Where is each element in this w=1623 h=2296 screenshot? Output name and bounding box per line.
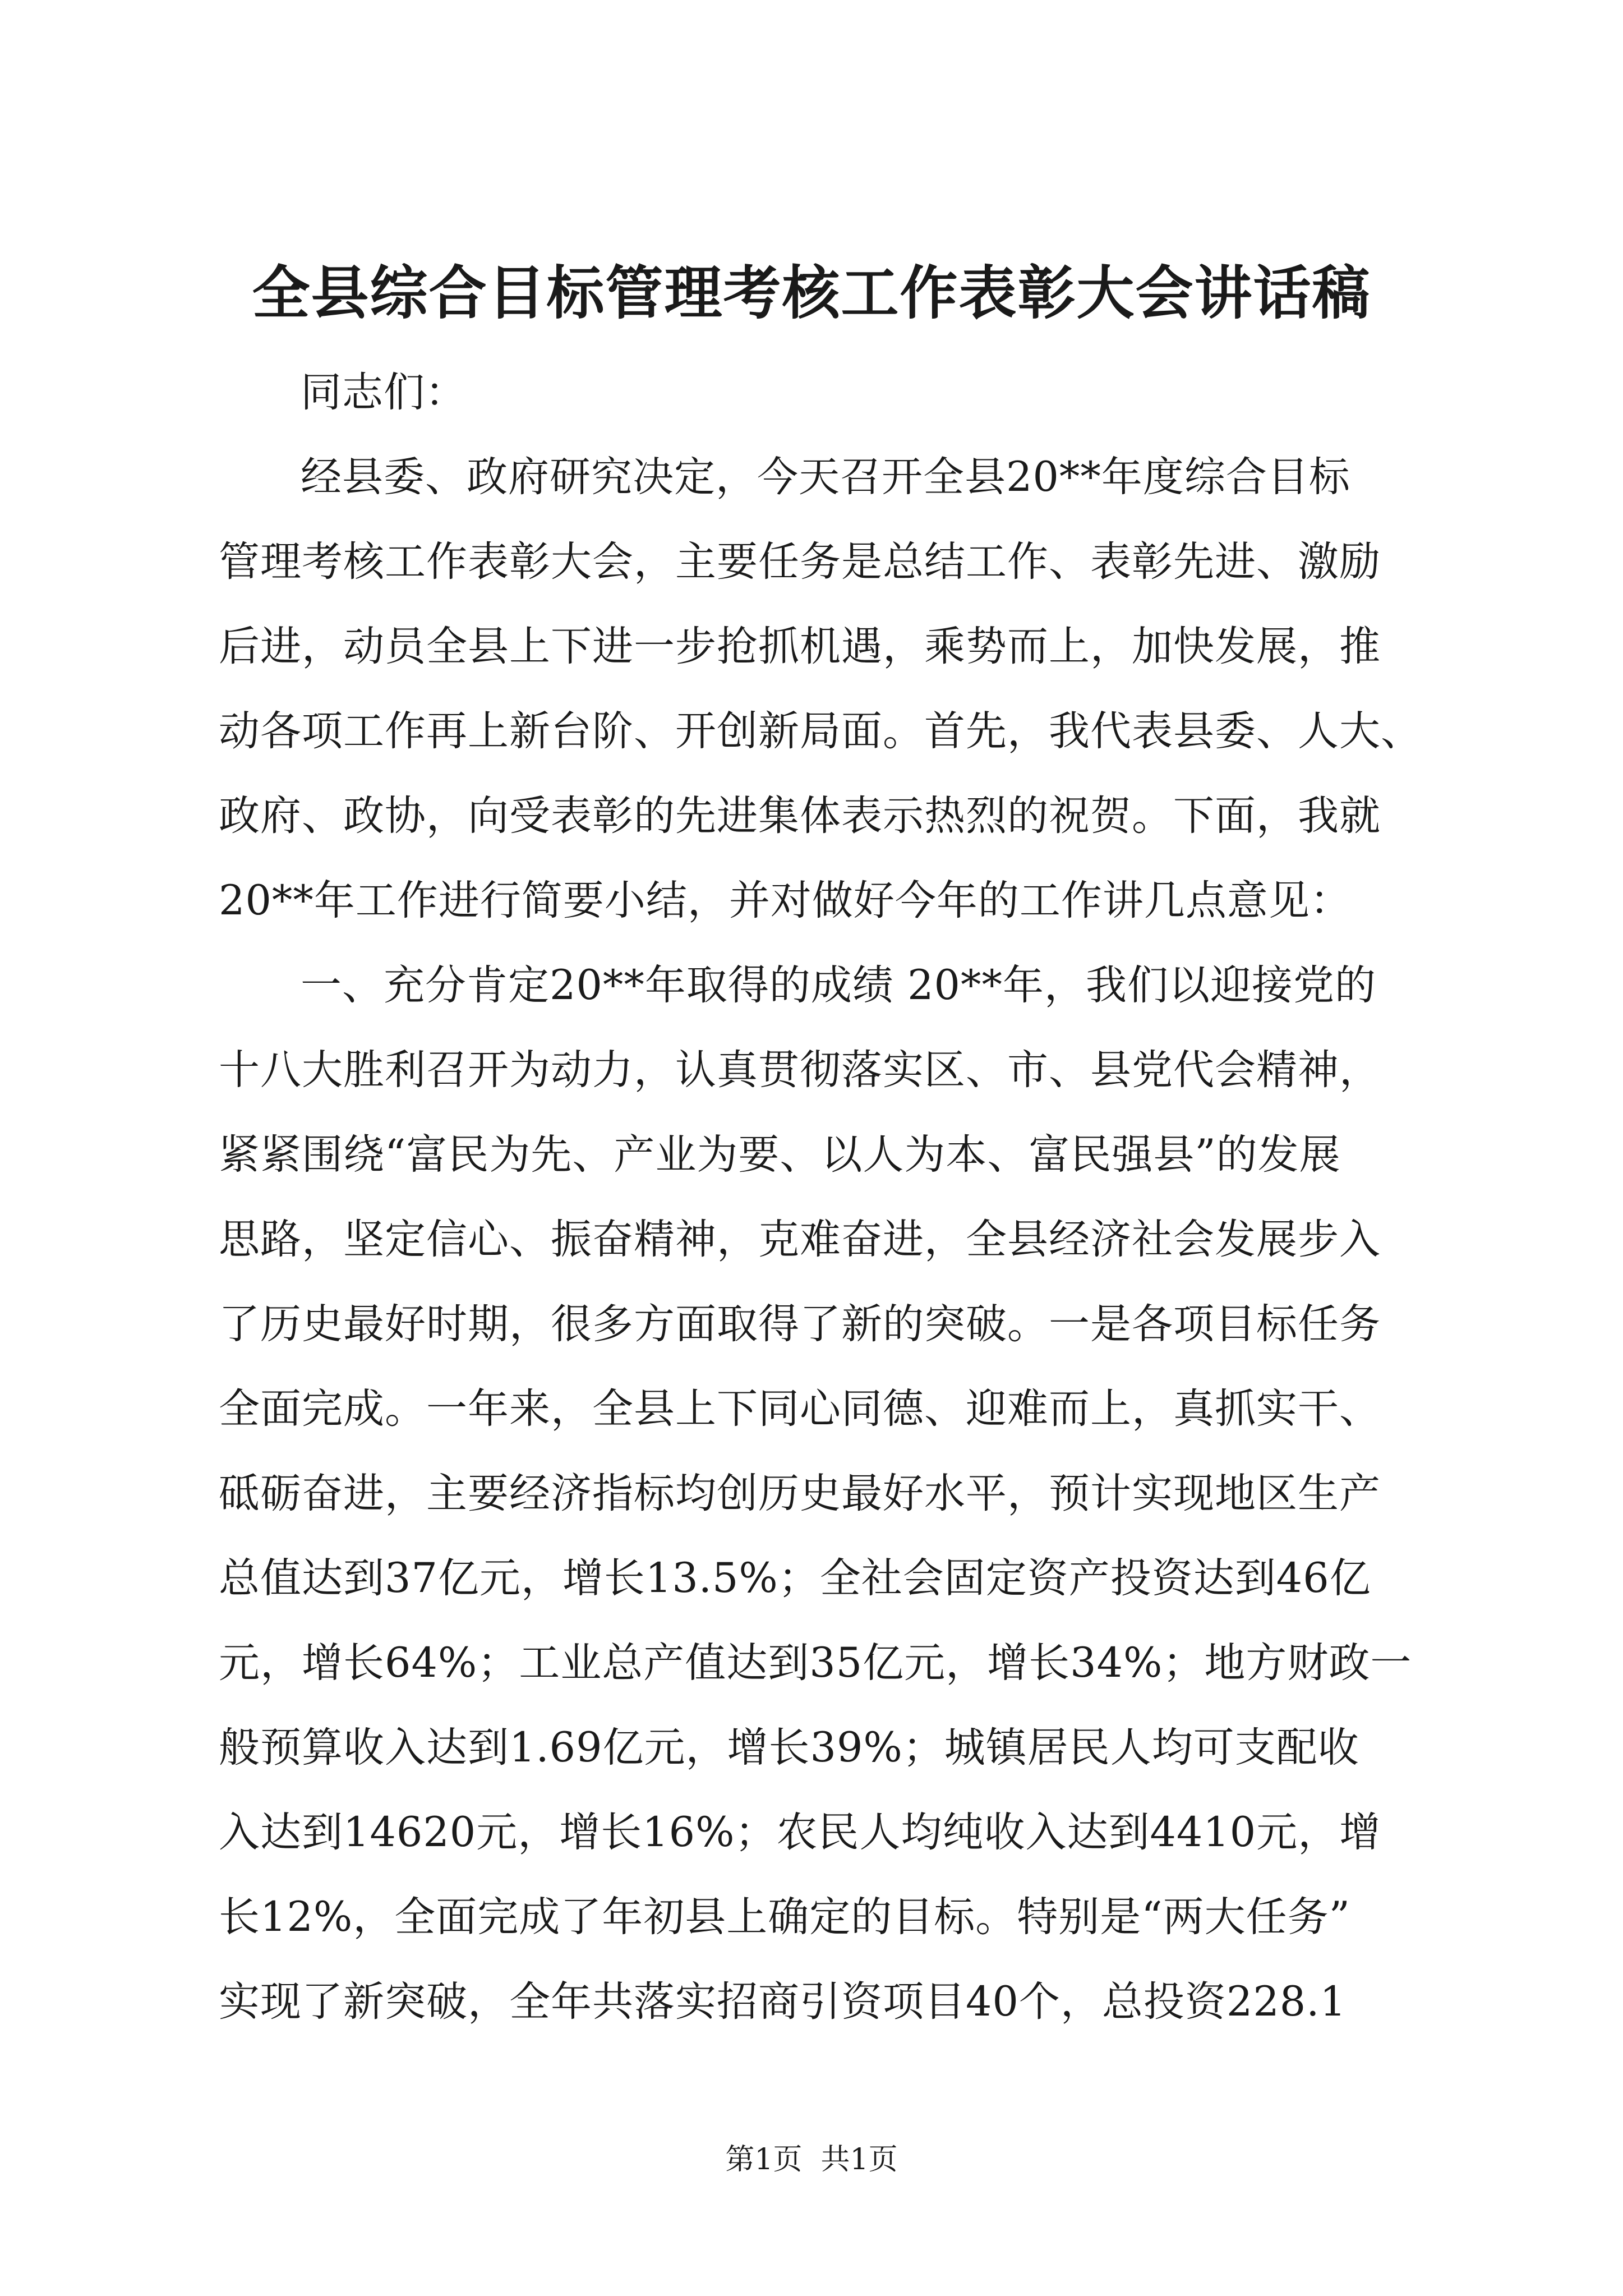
- paragraph-2-line: 入达到14620元，增长16%；农民人均纯收入达到4410元，增: [219, 1809, 1381, 1856]
- paragraph-2: [219, 943, 1412, 2044]
- paragraph-1-line: 20**年工作进行简要小结，并对做好今年的工作讲几点意见：: [219, 877, 1352, 924]
- greeting: 同志们：: [301, 369, 467, 416]
- paragraph-2-line: 全面完成。一年来，全县上下同心同德、迎难而上，真抓实干、: [219, 1385, 1381, 1433]
- paragraph-1-line: 经县委、政府研究决定，今天召开全县20**年度综合目标: [301, 453, 1350, 501]
- document-title: 全县综合目标管理考核工作表彰大会讲话稿: [252, 259, 1371, 327]
- document-body: [219, 350, 1422, 2044]
- paragraph-2-line: 思路，坚定信心、振奋精神，克难奋进，全县经济社会发展步入: [219, 1216, 1381, 1263]
- paragraph-2-line: 实现了新突破，全年共落实招商引资项目40个，总投资228.1: [219, 1978, 1347, 2026]
- paragraph-1-line: 后进，动员全县上下进一步抢抓机遇，乘势而上，加快发展，推: [219, 623, 1381, 670]
- page-total: 共1页: [820, 2143, 898, 2177]
- page-footer: [0, 2140, 1623, 2179]
- paragraph-2-line: 了历史最好时期，很多方面取得了新的突破。一是各项目标任务: [219, 1300, 1381, 1348]
- paragraph-2-line: 紧紧围绕“富民为先、产业为要、以人为本、富民强县”的发展: [219, 1131, 1341, 1179]
- footer-separator: [802, 2143, 820, 2177]
- paragraph-1: [219, 435, 1422, 943]
- paragraph-2-line: 砥砺奋进，主要经济指标均创历史最好水平，预计实现地区生产: [219, 1470, 1381, 1517]
- paragraph-1-line: 管理考核工作表彰大会，主要任务是总结工作、表彰先进、激励: [219, 538, 1381, 586]
- paragraph-1-line: 政府、政协，向受表彰的先进集体表示热烈的祝贺。下面，我就: [219, 792, 1381, 840]
- paragraph-1-line: 动各项工作再上新台阶、开创新局面。首先，我代表县委、人大、: [219, 707, 1422, 755]
- paragraph-2-line: 般预算收入达到1.69亿元，增长39%；城镇居民人均可支配收: [219, 1724, 1359, 1772]
- paragraph-2-line: 元，增长64%；工业总产值达到35亿元，增长34%；地方财政一: [219, 1639, 1412, 1687]
- page-number: 第1页: [725, 2143, 803, 2177]
- paragraph-2-line: 总值达到37亿元，增长13.5%；全社会固定资产投资达到46亿: [219, 1554, 1371, 1602]
- greeting-paragraph: [219, 350, 1408, 435]
- paragraph-2-line: 长12%，全面完成了年初县上确定的目标。特别是“两大任务”: [219, 1893, 1350, 1941]
- paragraph-2-line: 十八大胜利召开为动力，认真贯彻落实区、市、县党代会精神，: [219, 1046, 1381, 1094]
- paragraph-2-line: 一、充分肯定20**年取得的成绩 20**年，我们以迎接党的: [301, 961, 1376, 1009]
